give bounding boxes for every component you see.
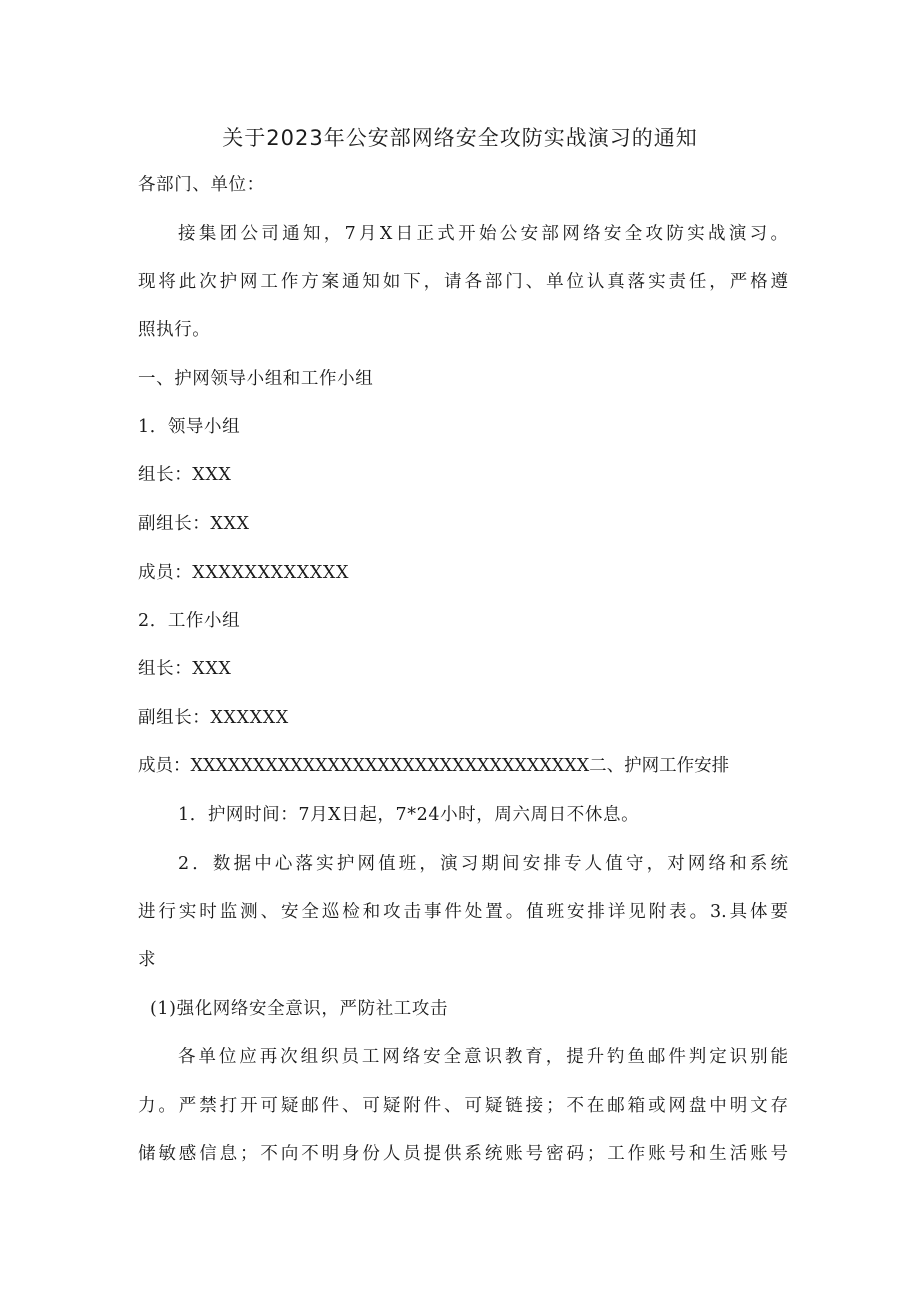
section-1-heading: 一、护网领导小组和工作小组: [138, 369, 374, 389]
subsection-1-line-1: 各单位应再次组织员工网络安全意识教育，提升钓鱼邮件判定识别能: [178, 1047, 788, 1067]
group-1-members: 成员：XXXXXXXXXXXX: [138, 563, 350, 583]
group-2-leader: 组长：XXX: [138, 659, 232, 679]
salutation: 各部门、单位：: [138, 175, 265, 195]
subsection-1-line-2: 力。严禁打开可疑邮件、可疑附件、可疑链接；不在邮箱或网盘中明文存: [138, 1096, 788, 1116]
section-2-item-2-line-1: 2．数据中心落实护网值班，演习期间安排专人值守，对网络和系统: [178, 854, 788, 874]
group-1-leader: 组长：XXX: [138, 465, 232, 485]
intro-line-3: 照执行。: [138, 320, 211, 340]
section-2-item-2-line-2: 进行实时监测、安全巡检和攻击事件处置。值班安排详见附表。3.具体要: [138, 902, 788, 922]
subsection-1-line-3: 储敏感信息；不向不明身份人员提供系统账号密码；工作账号和生活账号: [138, 1144, 788, 1164]
section-2-item-2-line-3: 求: [138, 950, 157, 970]
subsection-1-heading: (1)强化网络安全意识，严防社工攻击: [150, 999, 449, 1019]
section-2-item-1: 1．护网时间：7月X日起，7*24小时，周六周日不休息。: [178, 805, 640, 825]
intro-line-1: 接集团公司通知，7月X日正式开始公安部网络安全攻防实战演习。: [178, 224, 788, 244]
group-1-deputy: 副组长：XXX: [138, 514, 250, 534]
group-2-heading: 2．工作小组: [138, 611, 241, 631]
intro-line-2: 现将此次护网工作方案通知如下，请各部门、单位认真落实责任，严格遵: [138, 272, 788, 292]
document-title: 关于2023年公安部网络安全攻防实战演习的通知: [222, 126, 698, 150]
group-2-members-and-section-2-heading: 成员：XXXXXXXXXXXXXXXXXXXXXXXXXXXXXXXX二、护网工作安排: [138, 756, 730, 776]
group-2-deputy: 副组长：XXXXXX: [138, 708, 289, 728]
group-1-heading: 1．领导小组: [138, 417, 241, 437]
